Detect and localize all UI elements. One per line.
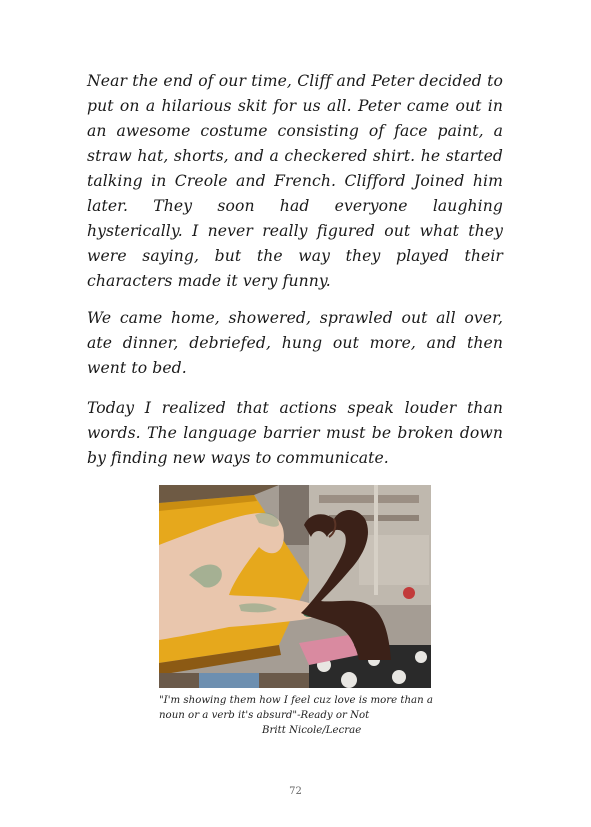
heart-hands-photo bbox=[159, 485, 431, 688]
paragraph-skit: Near the end of our time, Cliff and Peter decided to put on a hilarious skit for us all. Peter came out in an awesome costume consisting of face paint, a straw hat, shorts, and a checkered shirt. he started talking in Creole and French. Clifford Joined him later. They soon had everyone laughing hysterically. I never really figured out what they were saying, but the way they played their characters made it very funny. bbox=[87, 72, 503, 290]
caption-line-1: "I'm showing them how I feel cuz love is more than a bbox=[159, 695, 433, 706]
paragraph-came-home: We came home, showered, sprawled out all over, ate dinner, debriefed, hung out more, and then went to bed. bbox=[87, 309, 503, 377]
caption-line-2: noun or a verb it's absurd"-Ready or Not bbox=[159, 710, 370, 721]
photo-caption bbox=[159, 693, 449, 738]
caption-credit: Britt Nicole/Lecrae bbox=[262, 725, 362, 736]
page-number: 72 bbox=[289, 786, 302, 797]
paragraph-realization: Today I realized that actions speak louder than words. The language barrier must be broken down by finding new ways to communicate. bbox=[87, 399, 503, 467]
